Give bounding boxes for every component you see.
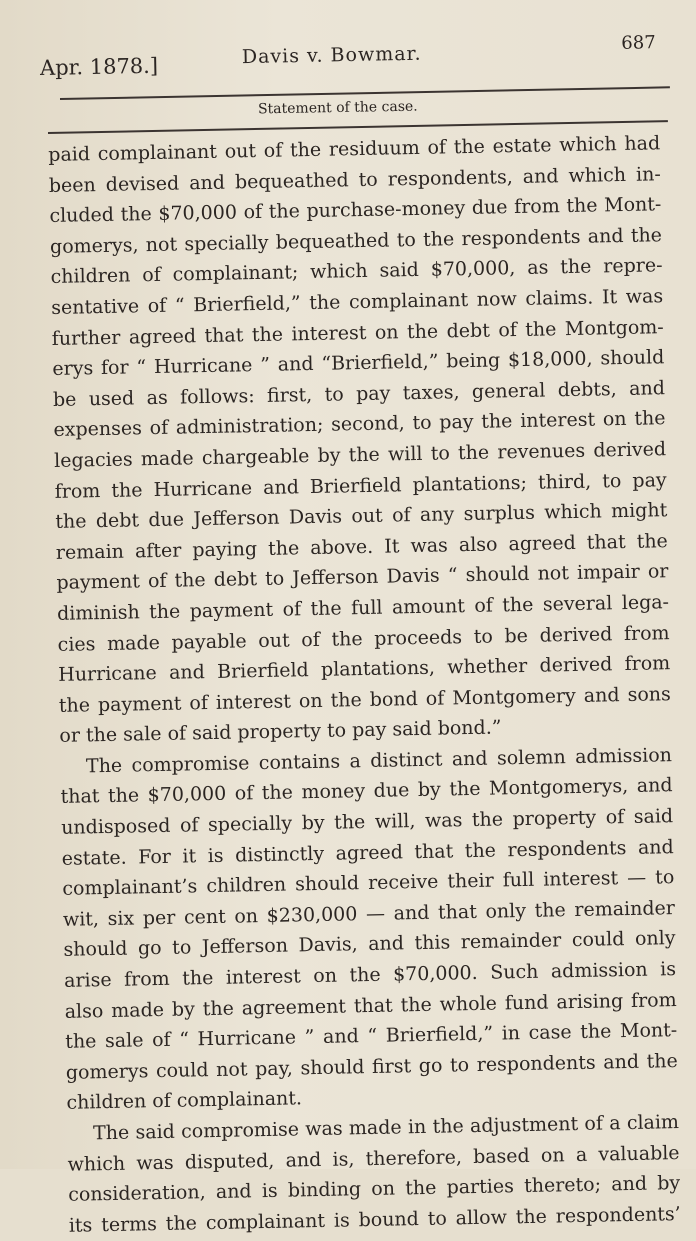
text-line: arise from the interest on the $70,000. Such admission is [63,958,677,992]
text-line: from the Hurricane and Brierfield plantations; third, to pay [54,468,667,503]
text-line: be used as follows: first, to pay taxes, general debts, and [52,376,666,411]
text-line: paid complainant out of the residuum of the estate which had [48,132,661,166]
text-line: gomerys could not pay, should first go to respondents and the [65,1049,679,1084]
text-line: erys for “ Hurricane ” and “Brierfield,” being $18,000, should [52,346,665,381]
text-line: should go to Jefferson Davis, and this remainder could only [63,927,676,962]
body-text [48,128,681,1241]
text-line: cluded the $70,000 of the purchase-money due from the Mont- [49,193,662,228]
text-line: gomerys, not specially bequeathed to the respondents and the [49,224,663,258]
text-line: sentative of “ Brierfield,” the complainant now claims. It was [51,285,664,319]
text-line: further agreed that the interest on the debt of the Montgom- [51,315,664,350]
header-case-title: Davis v. Bowmar. [241,42,422,69]
text-line: The said compromise was made in the adjustment of a claim [92,1111,680,1145]
text-line: also made by the agreement that the whole fund arising from [64,988,677,1023]
running-header [40,34,661,86]
text-line: expenses of administration; second, to pay the interest on the [53,407,666,442]
text-line: Hurricane and Brierfield plantations, whether derived from [58,652,671,686]
header-date: Apr. 1878.] [39,53,159,80]
text-line: diminish the payment of the full amount of the several lega- [56,591,670,625]
text-line: cies made payable out of the proceeds to be derived from [57,621,670,656]
text-line: legacies made chargeable by the will to the revenues derived [53,438,667,472]
text-line: consideration, and is binding on the parties thereto; and by [68,1172,681,1206]
text-line: the sale of “ Hurricane ” and “ Brierfield,” in case the Mont- [65,1019,678,1054]
text-line: children of complainant. [66,1087,303,1115]
page-number: 687 [621,32,656,54]
text-line: the payment of interest on the bond of Montgomery and sons [58,682,671,717]
text-line: that the $70,000 of the money due by the Montgomerys, and [60,774,673,809]
text-line: been devised and bequeathed to respondents, and which in- [48,162,661,197]
text-line: which was disputed, and is, therefore, based on a valuable [67,1141,680,1176]
header-rule-top [60,86,670,100]
text-line: wit, six per cent on $230,000 — and that only the remainder [62,896,676,931]
text-line: the debt due Jefferson Davis out of any surplus which might [55,499,668,534]
text-line: children of complainant; which said $70,000, as the repre- [50,254,663,289]
text-line: The compromise contains a distinct and solemn admission [85,744,673,778]
text-line: estate. For it is distinctly agreed that the respondents and [61,835,674,870]
text-line: or the sale of said property to pay said bond.” [59,716,502,748]
section-subtitle: Statement of the case. [257,98,418,118]
text-line: undisposed of specially by the will, was the property of said [60,805,674,839]
text-line: remain after paying the above. It was also agreed that the [55,529,669,564]
text-line: complainant’s children should receive their full interest — to [62,866,675,901]
text-line: its terms the complainant is bound to allow the respondents’ [68,1202,681,1237]
text-line: payment of the debt to Jefferson Davis “ should not impair or [56,560,669,595]
